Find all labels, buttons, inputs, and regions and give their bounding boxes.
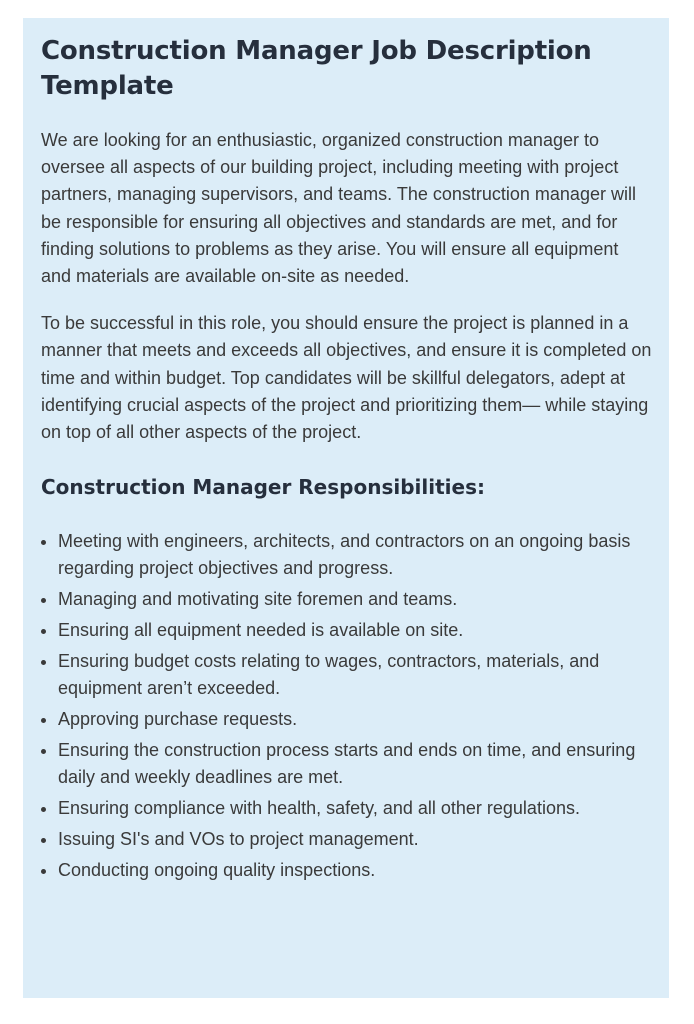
responsibilities-heading: Construction Manager Responsibilities: [41, 475, 485, 500]
job-description-panel [23, 18, 669, 998]
intro-paragraph: We are looking for an enthusiastic, organized construction manager to oversee all aspects of our building project, including meeting with project partners, managing supervisors, and teams. The construction manager will be responsible for ensuring all objectives and standards are met, and for finding solutions to problems as they arise. You will ensure all equipment and materials are available on-site as needed. [41, 130, 636, 287]
responsibilities-list [41, 528, 653, 884]
list-item: • Ensuring all equipment needed is available on site. [58, 617, 653, 644]
success-paragraph: To be successful in this role, you should ensure the project is planned in a manner that meets and exceeds all objectives, and ensure it is completed on time and within budget. Top candidates will be skillful delegators, adept at identifying crucial aspects of the project and prioritizing them— while staying on top of all other aspects of the project. [41, 313, 652, 443]
page-title: Construction Manager Job Description Template [41, 36, 592, 101]
list-item: • Managing and motivating site foremen and teams. [58, 586, 653, 613]
list-item: • Issuing SI's and VOs to project management. [58, 826, 653, 853]
list-item: • Ensuring compliance with health, safety, and all other regulations. [58, 795, 653, 822]
list-item: • Ensuring the construction process starts and ends on time, and ensuring daily and weekly deadlines are met. [58, 737, 653, 791]
list-item: • Meeting with engineers, architects, and contractors on an ongoing basis regarding project objectives and progress. [58, 528, 653, 582]
list-item: • Ensuring budget costs relating to wages, contractors, materials, and equipment aren’t exceeded. [58, 648, 653, 702]
list-item: • Approving purchase requests. [58, 706, 653, 733]
list-item: • Conducting ongoing quality inspections. [58, 857, 653, 884]
